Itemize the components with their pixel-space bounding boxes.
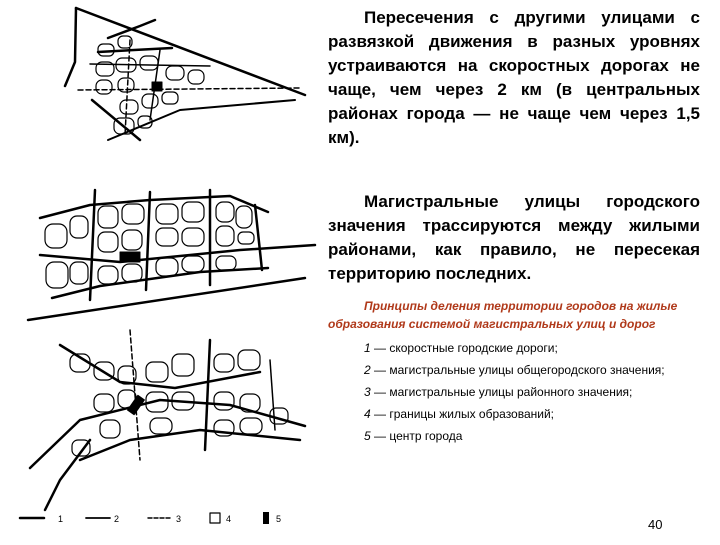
legend-label-3: 3 xyxy=(176,514,182,524)
city-center-marker-2 xyxy=(120,252,140,262)
legend-item: 4 — границы жилых образований; xyxy=(364,407,555,421)
page-number: 40 xyxy=(648,517,663,532)
legend-label-4: 4 xyxy=(226,514,232,524)
city-center-marker-1 xyxy=(152,82,162,91)
legend-item: 5 — центр города xyxy=(364,429,463,443)
city-plan-figure xyxy=(0,0,320,540)
legend-label-1: 1 xyxy=(58,514,64,524)
caption-title: Принципы деления территории городов на жилые образования системой магистральных улиц и дорог xyxy=(328,299,678,331)
plan-1 xyxy=(65,8,305,140)
legend-item: 1 — скоростные городские дороги; xyxy=(364,341,558,355)
legend-label-2: 2 xyxy=(114,514,120,524)
legend-item: 3 — магистральные улицы районного значения; xyxy=(364,385,633,399)
paragraph-interchanges: Пересечения с другими улицами с развязкой движения в разных уровнях устраиваются на скоростных дорогах не чаще, чем через 2 км (в центральных районах города — не чаще чем через 1,5 км). xyxy=(328,8,700,147)
paragraph-arterial-streets: Магистральные улицы городского значения трассируются между жилыми районами, как правило, не пересекая территорию последних. xyxy=(328,192,700,283)
legend-label-5: 5 xyxy=(276,514,282,524)
legend-item: 2 — магистральные улицы общегородского значения; xyxy=(364,363,665,377)
figure-caption xyxy=(328,297,700,449)
city-plans-illustration xyxy=(0,0,320,540)
plan-2 xyxy=(28,190,315,320)
